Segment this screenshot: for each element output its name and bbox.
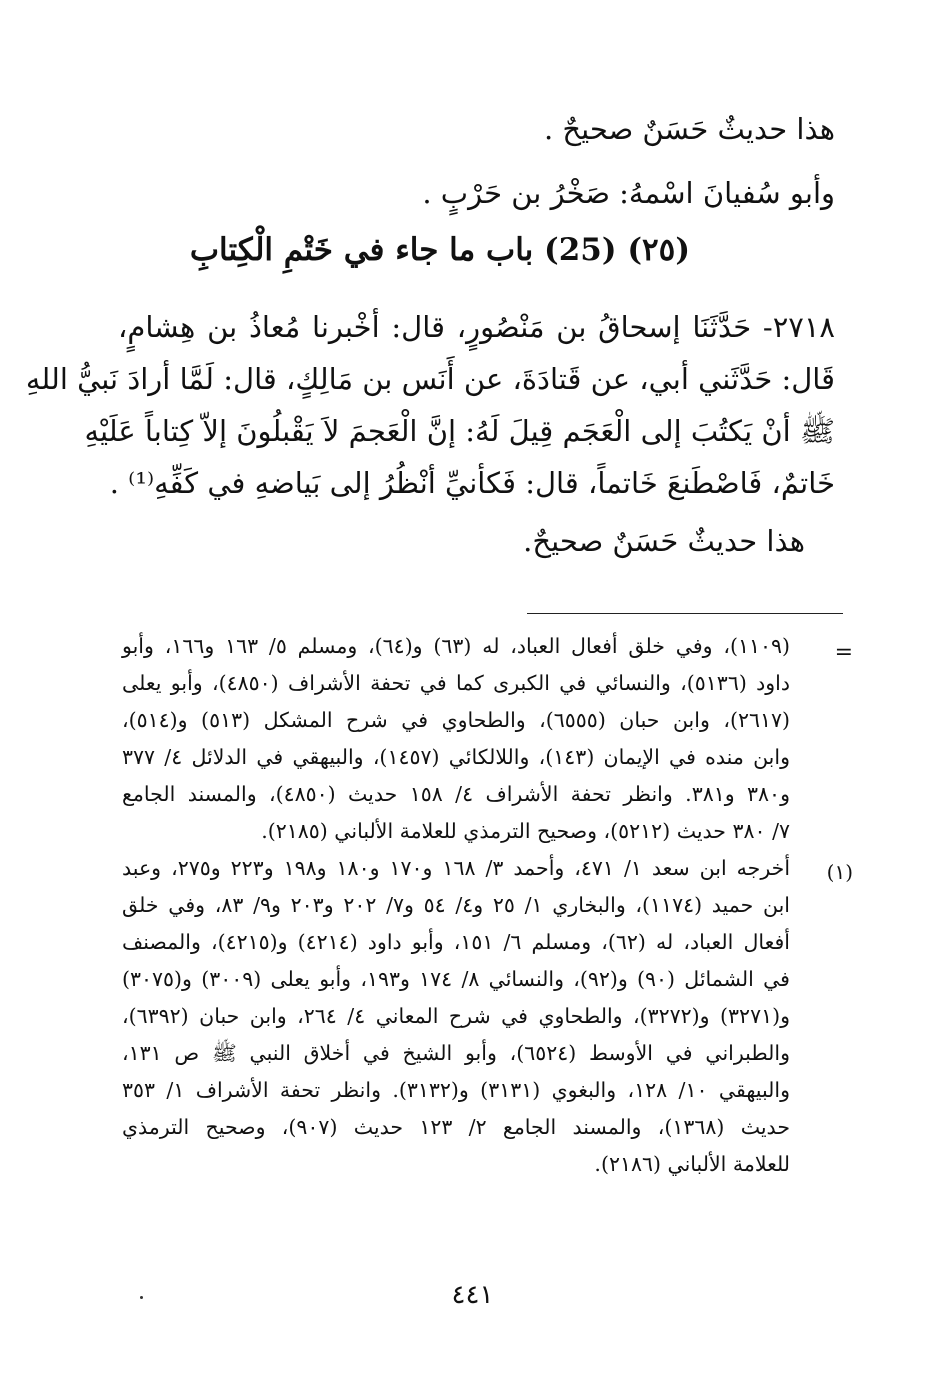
hadith-line-2: قَال: حَدَّثَني أبي، عن قَتادَةَ، عن أَنَس بن مَالِكٍ، قال: لَمَّا أرادَ نَبيُّ اللهِ: [25, 362, 835, 396]
footnote-1-line: حديث (١٣٦٨)، والمسند الجامع ٢/ ١٢٣ حديث (٩٠٧)، وصحيح الترمذي: [122, 1115, 790, 1139]
footnote-1-line: أخرجه ابن سعد ١/ ٤٧١، وأحمد ٣/ ١٦٨ و١٧٠ و١٨٠ و١٩٨ و٢٢٣ و٢٧٥، وعبد: [122, 856, 791, 880]
hadith-line-4: خَاتمٌ، فَاصْطَنعَ خَاتماً، قال: فَكأنيِّ أنْظُرُ إلى بَياضهِ في كَفِّهِ⁽¹⁾ .: [109, 466, 835, 500]
footnote-continuation-line: و٣٨٠ و٣٨١. وانظر تحفة الأشراف ٤/ ١٥٨ حديث (٤٨٥٠)، والمسند الجامع: [122, 782, 790, 806]
print-speck: [140, 1296, 143, 1299]
footnote-1-line: والبيهقي ١٠/ ١٢٨، والبغوي (٣١٣١) و(٣١٣٢). وانظر تحفة الأشراف ١/ ٣٥٣: [122, 1078, 790, 1102]
footnote-continuation-line: وابن منده في الإيمان (١٤٣)، واللالكائي (١٤٥٧)، والبيهقي في الدلائل ٤/ ٣٧٧: [122, 745, 790, 769]
page-number: ٤٤١: [451, 1280, 494, 1310]
hadith-grade-line: هذا حديثٌ حَسَنٌ صحيحٌ .: [543, 112, 835, 146]
footnote-1-marker: (١): [826, 860, 853, 884]
chapter-heading: (٢٥) (25) باب ما جاء في خَتْمِ الْكِتابِ: [189, 232, 690, 268]
footnote-1-line: للعلامة الألباني (٢١٨٦).: [594, 1152, 790, 1176]
footnote-1-line: و(٣٢٧١) و(٣٢٧٢)، والطحاوي في شرح المعاني ٤/ ٢٦٤، وابن حبان (٦٣٩٢)،: [122, 1004, 790, 1028]
footnote-continuation-line: داود (٥١٣٦)، والنسائي في الكبرى كما في تحفة الأشراف (٤٨٥٠)، وأبو يعلى: [122, 671, 791, 695]
footnote-1-line: أفعال العباد، له (٦٢)، ومسلم ٦/ ١٥١، وأبو داود (٤٢١٤) و(٤٢١٥)، والمصنف: [122, 930, 790, 954]
hadith-line-1: ٢٧١٨- حَدَّثَنَا إسحاقُ بن مَنْصُورٍ، قال: أخْبرنا مُعاذُ بن هِشامٍ،: [118, 310, 835, 344]
hadith-grade-closing: هذا حديثٌ حَسَنٌ صحيحٌ.: [523, 524, 805, 558]
narrator-name-line: وأبو سُفيانَ اسْمهُ: صَخْرُ بن حَرْبٍ .: [422, 176, 835, 210]
footnote-continuation-line: (١١٠٩)، وفي خلق أفعال العباد، له (٦٣) و(٦٤)، ومسلم ٥/ ١٦٣ و١٦٦، وأبو: [122, 634, 790, 658]
footnote-1-line: ابن حميد (١١٧٤)، والبخاري ١/ ٢٥ و٤/ ٥٤ و٧/ ٢٠٢ و٢٠٣ و٩/ ٨٣، وفي خلق: [122, 893, 790, 917]
footnote-1-line: والطبراني في الأوسط (٦٥٢٤)، وأبو الشيخ في أخلاق النبي ﷺ ص ١٣١،: [122, 1041, 791, 1065]
continuation-marker: =: [834, 640, 853, 665]
footnote-1-line: في الشمائل (٩٠) و(٩٢)، والنسائي ٨/ ١٧٤ و١٩٣، وأبو يعلى (٣٠٠٩) و(٣٠٧٥): [122, 967, 790, 991]
footnote-continuation-line: ٧/ ٣٨٠ حديث (٥٢١٢)، وصحيح الترمذي للعلامة الألباني (٢١٨٥).: [261, 819, 790, 843]
hadith-line-3: ﷺ أنْ يَكتُبَ إلى الْعَجَم قِيلَ لَهُ: إنَّ الْعَجمَ لاَ يَقْبلُونَ إلاّ كِتاباً عَلَيْهِ: [84, 414, 835, 448]
footnote-continuation-line: (٢٦١٧)، وابن حبان (٦٥٥٥)، والطحاوي في شرح المشكل (٥١٣) و(٥١٤)،: [122, 708, 790, 732]
footnote-separator: [527, 613, 843, 614]
